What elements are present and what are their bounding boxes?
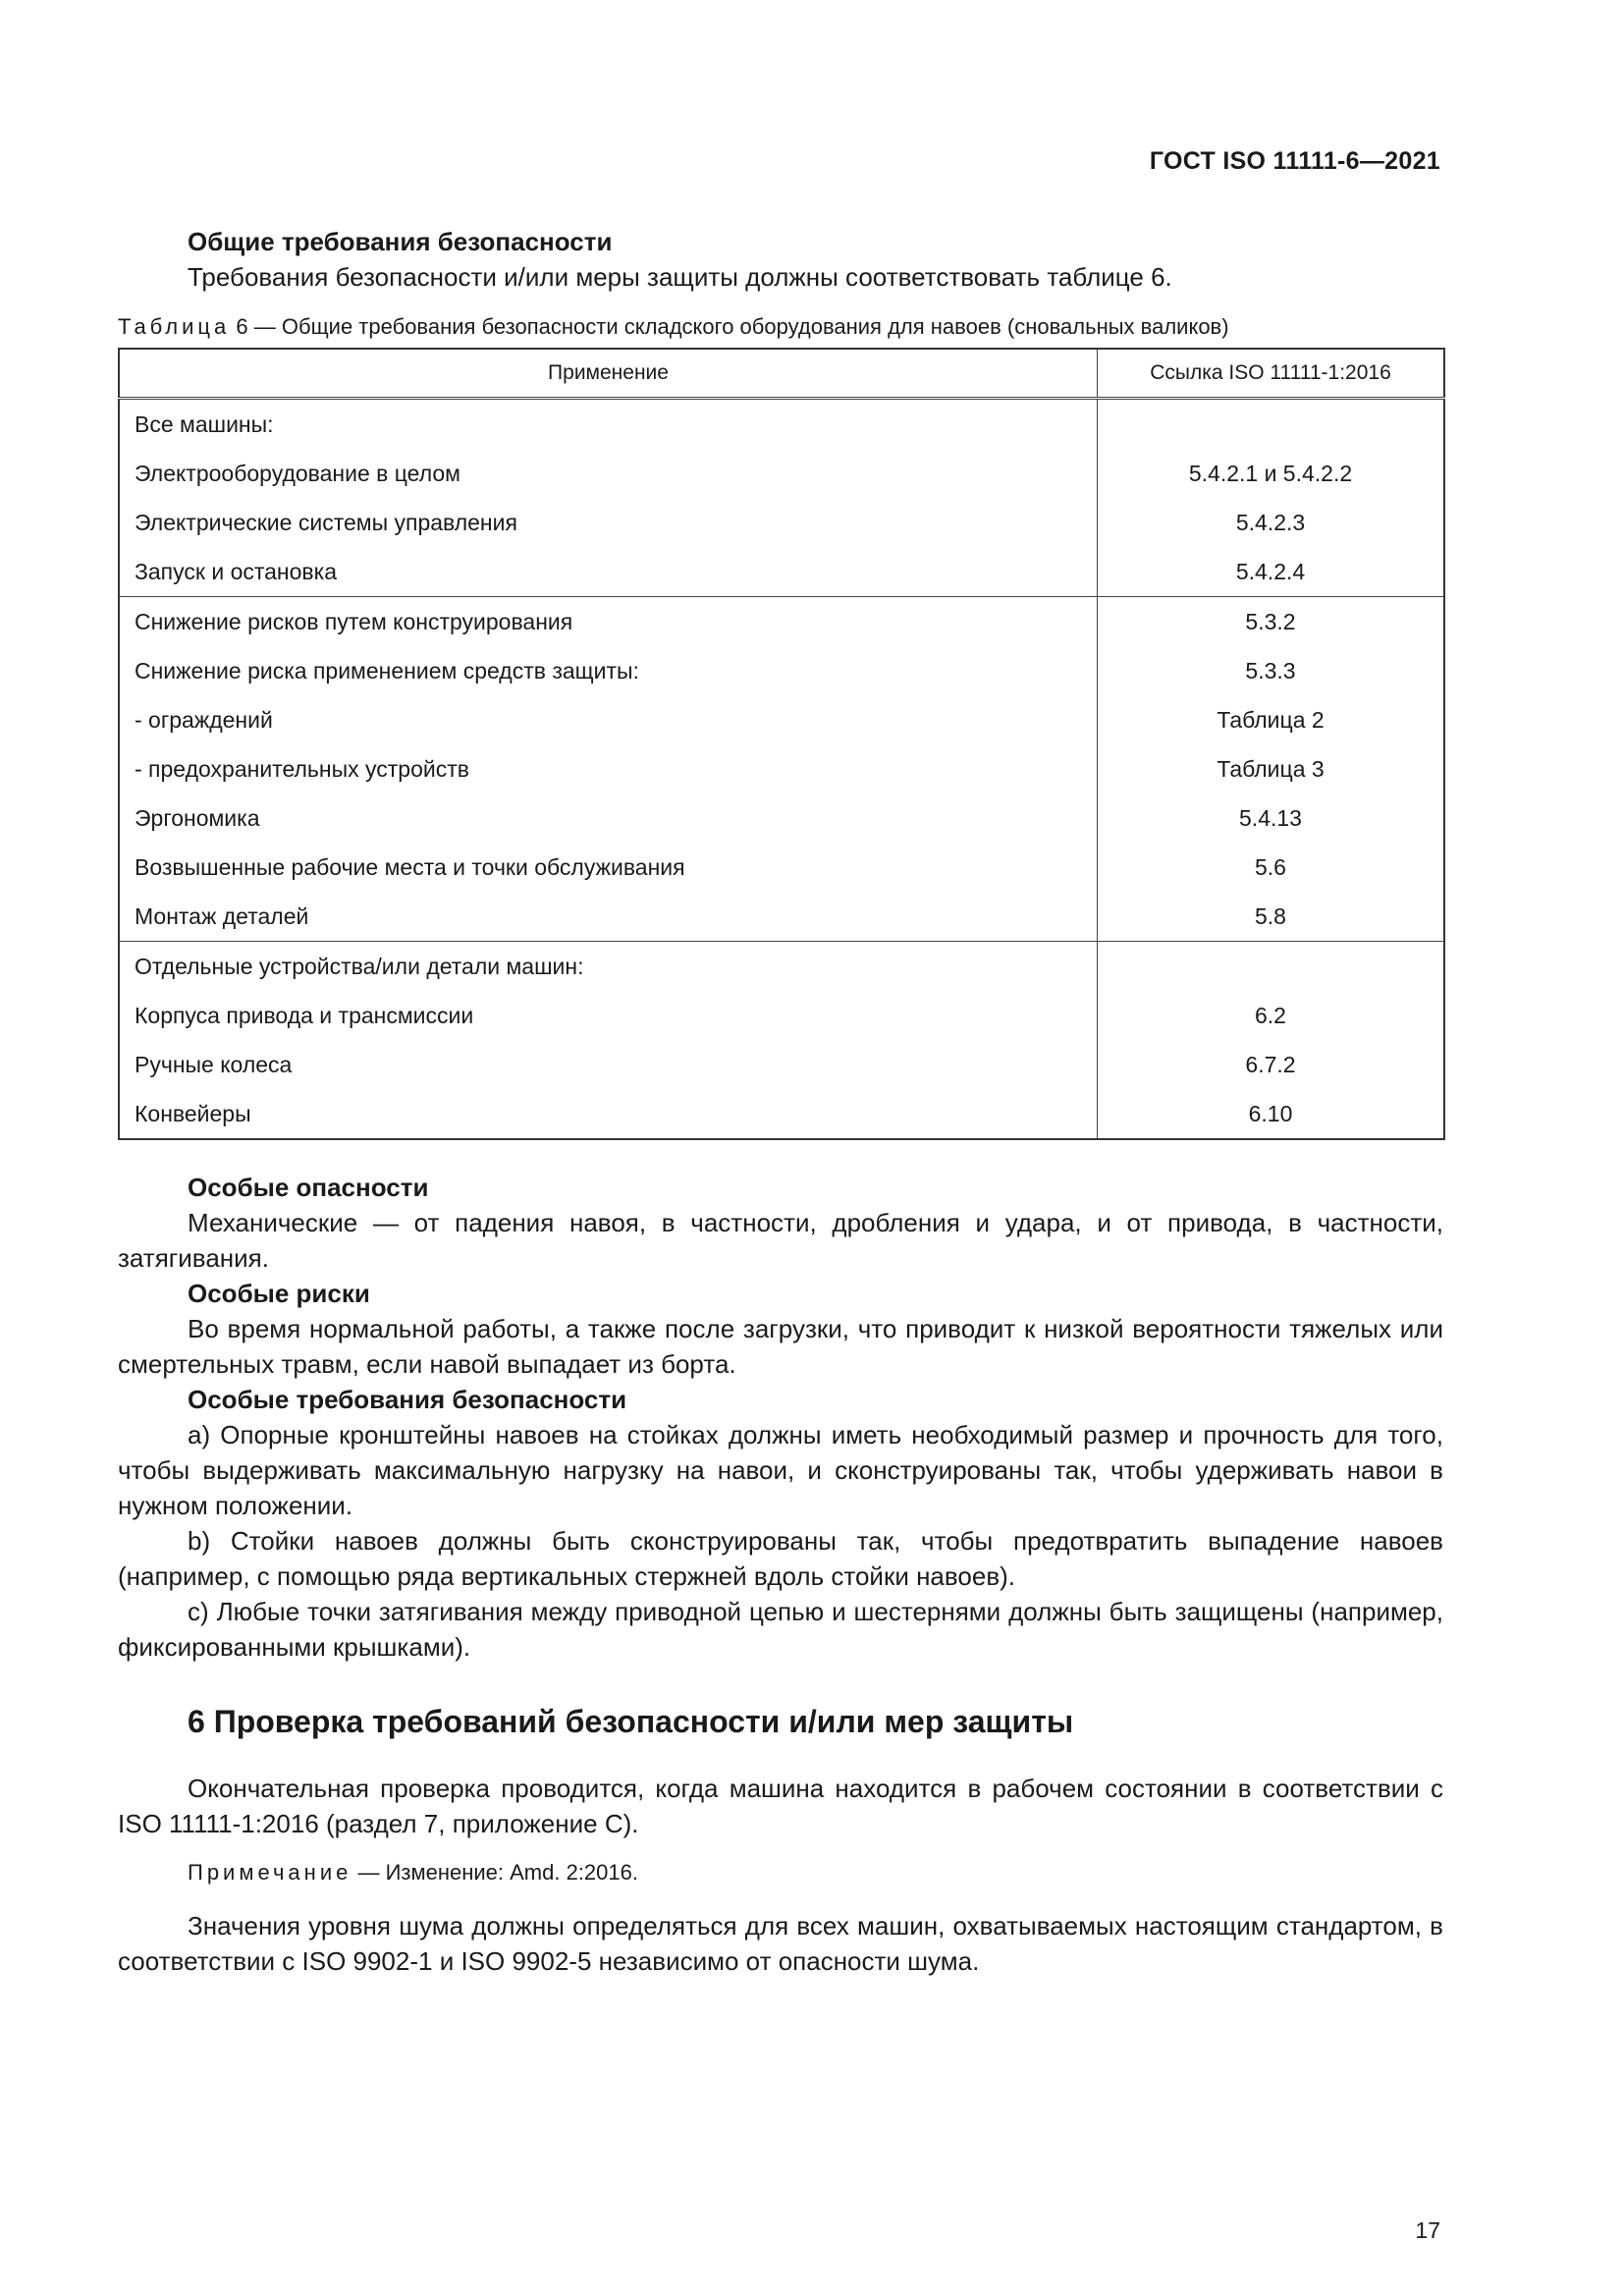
application-cell: Монтаж деталей [119,892,1098,942]
reference-cell [1098,399,1445,450]
application-cell: Эргономика [119,793,1098,843]
application-cell: Отдельные устройства/или детали машин: [119,942,1098,992]
hazards-heading: Особые опасности [188,1173,429,1202]
section-6-paragraph-1: Окончательная проверка проводится, когда машина находится в рабочем состоянии в соответствии с ISO 11111-1:2016 (раздел 7, приложение С). [118,1774,1443,1838]
requirement-item-a: a) Опорные кронштейны навоев на стойках должны иметь необходимый размер и прочность для того, чтобы выдерживать максимальную нагрузку на навои, и сконструированы так, чтобы удерживать навои в нужном положении. [118,1420,1443,1520]
application-cell: Корпуса привода и трансмиссии [119,991,1098,1040]
requirement-item-c: c) Любые точки затягивания между приводной цепью и шестернями должны быть защищены (например, фиксированными крышками). [118,1597,1443,1662]
application-cell: Конвейеры [119,1089,1098,1139]
table-row [119,695,1444,744]
table-row [119,1040,1444,1089]
section-6-title: 6 Проверка требований безопасности и/или мер защиты [188,1704,1074,1739]
table-row [119,498,1444,547]
application-cell: Запуск и остановка [119,547,1098,597]
reference-cell: 5.6 [1098,843,1445,892]
table-row [119,843,1444,892]
table-row [119,744,1444,793]
table-row [119,942,1444,992]
application-cell: Электрооборудование в целом [119,449,1098,498]
reference-cell: 6.2 [1098,991,1445,1040]
reference-cell: Таблица 2 [1098,695,1445,744]
table-row [119,892,1444,942]
risks-text: Во время нормальной работы, а также после загрузки, что приводит к низкой вероятности тяжелых или смертельных травм, если навой выпадает из борта. [118,1314,1443,1379]
application-cell: - ограждений [119,695,1098,744]
table-row [119,597,1444,647]
reference-cell: 5.8 [1098,892,1445,942]
application-cell: Снижение рисков путем конструирования [119,597,1098,647]
note [118,1855,1443,1890]
reference-cell [1098,942,1445,992]
table-caption-prefix: Таблица [118,314,231,339]
hazards-text: Механические — от падения навоя, в частности, дробления и удара, и от привода, в частности, затягивания. [118,1208,1443,1273]
column-header-application: Применение [119,349,1098,399]
general-requirements-heading: Общие требования безопасности [188,227,613,256]
special-section [118,1170,1443,1665]
table-row [119,547,1444,597]
table-row [119,1089,1444,1139]
application-cell: Все машины: [119,399,1098,450]
page-number: 17 [1415,2217,1440,2243]
table-caption [118,312,1443,342]
general-requirements-text: Требования безопасности и/или меры защиты должны соответствовать таблице 6. [188,262,1172,292]
column-header-reference: Ссылка ISO 11111-1:2016 [1098,349,1445,399]
application-cell: Электрические системы управления [119,498,1098,547]
table-row [119,449,1444,498]
reference-cell: 6.10 [1098,1089,1445,1139]
table-row [119,399,1444,450]
table-row [119,793,1444,843]
risks-heading: Особые риски [188,1279,370,1308]
note-text: — Изменение: Amd. 2:2016. [352,1860,638,1885]
application-cell: - предохранительных устройств [119,744,1098,793]
reference-cell: 5.4.13 [1098,793,1445,843]
table-header-row [119,349,1444,399]
reference-cell: 6.7.2 [1098,1040,1445,1089]
table-row [119,991,1444,1040]
reference-cell: Таблица 3 [1098,744,1445,793]
reference-cell: 5.4.2.4 [1098,547,1445,597]
table-row [119,646,1444,695]
reference-cell: 5.3.2 [1098,597,1445,647]
table-caption-text: 6 — Общие требования безопасности складского оборудования для навоев (сновальных валиков) [236,314,1229,339]
reference-cell: 5.3.3 [1098,646,1445,695]
application-cell: Снижение риска применением средств защиты: [119,646,1098,695]
note-label: Примечание [188,1860,352,1885]
reference-cell: 5.4.2.3 [1098,498,1445,547]
document-code: ГОСТ ISO 11111-6—2021 [1149,147,1440,175]
requirements-table [118,348,1445,1140]
special-requirements-heading: Особые требования безопасности [188,1385,627,1414]
page-content [118,224,1443,1979]
requirement-item-b: b) Стойки навоев должны быть сконструированы так, чтобы предотвратить выпадение навоев (например, с помощью ряда вертикальных стержней вдоль стойки навоев). [118,1526,1443,1591]
section-6-paragraph-2: Значения уровня шума должны определяться для всех машин, охватываемых настоящим стандартом, в соответствии с ISO 9902-1 и ISO 9902-5 независимо от опасности шума. [118,1911,1443,1976]
application-cell: Ручные колеса [119,1040,1098,1089]
reference-cell: 5.4.2.1 и 5.4.2.2 [1098,449,1445,498]
application-cell: Возвышенные рабочие места и точки обслуживания [119,843,1098,892]
table-body [119,399,1444,1140]
